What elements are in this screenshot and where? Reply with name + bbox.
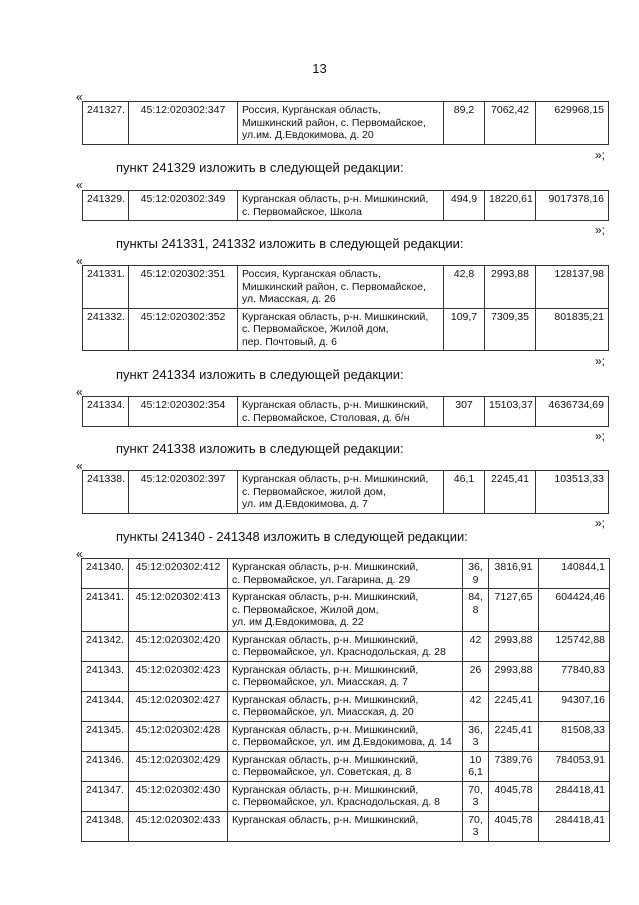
price-cell: 7127,65 [489, 589, 539, 632]
address-line: Курганская область, р-н. Мишкинский, [232, 693, 419, 706]
value-cell: 125742,88 [539, 631, 610, 661]
address-line: ул. им Д.Евдокимова, д. 22 [232, 616, 364, 628]
cadastral-number: 45:12:020302:349 [129, 191, 238, 221]
row-number: 241332. [83, 308, 129, 351]
area-cell: 89,2 [444, 102, 485, 145]
property-table [82, 101, 609, 145]
cadastral-number: 45:12:020302:347 [129, 102, 238, 145]
address-cell [238, 308, 444, 351]
row-number: 241340. [82, 559, 129, 589]
cadastral-number: 45:12:020302:427 [129, 691, 228, 721]
area-cell: 106,1 [463, 751, 489, 781]
row-number: 241346. [82, 751, 129, 781]
row-number: 241342. [82, 631, 129, 661]
price-cell: 4045,78 [489, 781, 539, 811]
value-cell: 604424,46 [539, 589, 610, 632]
price-cell: 15103,37 [485, 397, 536, 427]
value-cell: 9017378,16 [536, 191, 609, 221]
address-line: Мишкинский район, с. Первомайское, [242, 280, 426, 293]
value-cell: 4636734,69 [536, 397, 609, 427]
value-cell: 81508,33 [539, 721, 610, 751]
price-cell: 2245,41 [489, 691, 539, 721]
area-cell: 46,1 [444, 471, 485, 514]
address-line: Курганская область, р-н. Мишкинский, [232, 813, 419, 826]
amendment-instruction: пункт 241329 изложить в следующей редакции: [116, 160, 404, 175]
row-number: 241331. [83, 266, 129, 309]
address-cell [228, 811, 463, 841]
address-line: ул. Миасская, д. 26 [242, 293, 336, 305]
cadastral-number: 45:12:020302:351 [129, 266, 238, 309]
area-cell: 36,9 [463, 559, 489, 589]
value-cell: 801835,21 [536, 308, 609, 351]
area-cell: 42 [463, 691, 489, 721]
table-row [82, 751, 610, 781]
price-cell: 3816,91 [489, 559, 539, 589]
table-row [82, 589, 610, 632]
address-line: Россия, Курганская область, [242, 268, 381, 280]
area-cell: 70,3 [463, 781, 489, 811]
price-cell: 2993,88 [489, 661, 539, 691]
table-row [82, 661, 610, 691]
value-cell: 103513,33 [536, 471, 609, 514]
cadastral-number: 45:12:020302:433 [129, 811, 228, 841]
closing-quote: »; [595, 516, 606, 530]
cadastral-number: 45:12:020302:430 [129, 781, 228, 811]
row-number: 241348. [82, 811, 129, 841]
table-row [83, 397, 609, 427]
cadastral-number: 45:12:020302:420 [129, 631, 228, 661]
closing-quote: »; [595, 429, 606, 443]
address-cell [228, 751, 463, 781]
row-number: 241329. [83, 191, 129, 221]
value-cell: 140844,1 [539, 559, 610, 589]
area-cell: 42,8 [444, 266, 485, 309]
cadastral-number: 45:12:020302:413 [129, 589, 228, 632]
table-row [82, 559, 610, 589]
address-cell [238, 102, 444, 145]
amendment-instruction: пункт 241334 изложить в следующей редакции: [116, 367, 404, 382]
table-row [82, 631, 610, 661]
amendment-instruction: пункты 241331, 241332 изложить в следующей редакции: [116, 236, 464, 251]
row-number: 241327. [83, 102, 129, 145]
address-line: Курганская область, р-н. Мишкинский, [232, 633, 419, 646]
address-line: с. Первомайское, Столовая, д. б/н [242, 411, 410, 424]
address-line: с. Первомайское, ул. Краснодольская, д. 8 [232, 796, 441, 808]
address-line: Курганская область, р-н. Мишкинский, [242, 310, 429, 323]
address-line: с. Первомайское, ул. Советская, д. 8 [232, 766, 412, 778]
price-cell: 2993,88 [489, 631, 539, 661]
address-cell [238, 471, 444, 514]
value-cell: 77840,83 [539, 661, 610, 691]
closing-quote: »; [595, 148, 606, 162]
closing-quote: »; [595, 223, 606, 237]
price-cell: 2245,41 [489, 721, 539, 751]
opening-quote: « [76, 178, 83, 192]
address-line: с. Первомайское, ул. Гагарина, д. 29 [232, 573, 411, 586]
address-cell [238, 191, 444, 221]
table-row [83, 471, 609, 514]
address-line: с. Первомайское, жилой дом, [242, 485, 386, 498]
address-line: с. Первомайское, Школа [242, 205, 362, 218]
address-line: Россия, Курганская область, [242, 104, 381, 116]
address-line: ул. им Д.Евдокимова, д. 7 [242, 498, 368, 510]
price-cell: 18220,61 [485, 191, 536, 221]
property-table [82, 265, 609, 351]
area-cell: 109,7 [444, 308, 485, 351]
address-line: с. Первомайское, Жилой дом, [232, 603, 379, 616]
page-number: 13 [312, 61, 327, 76]
address-line: Курганская область, р-н. Мишкинский, [242, 473, 429, 485]
opening-quote: « [76, 459, 83, 473]
address-line: Курганская область, р-н. Мишкинский, [232, 723, 419, 736]
address-line: с. Первомайское, Жилой дом, [242, 323, 389, 335]
property-table [81, 558, 610, 842]
address-line: Мишкинский район, с. Первомайское, [242, 116, 426, 129]
cadastral-number: 45:12:020302:423 [129, 661, 228, 691]
property-table [82, 396, 609, 427]
address-line: Курганская область, р-н. Мишкинский, [232, 783, 419, 796]
opening-quote: « [76, 547, 83, 561]
address-line: ул.им. Д.Евдокимова, д. 20 [242, 129, 374, 141]
address-line: Курганская область, р-н. Мишкинский, [232, 753, 419, 766]
table-row [83, 308, 609, 351]
address-line: пер. Почтовый, д. 6 [242, 335, 337, 348]
address-cell [228, 781, 463, 811]
row-number: 241343. [82, 661, 129, 691]
address-line: Курганская область, р-н. Мишкинский, [232, 591, 419, 603]
price-cell: 2993,88 [485, 266, 536, 309]
area-cell: 494,9 [444, 191, 485, 221]
cadastral-number: 45:12:020302:397 [129, 471, 238, 514]
address-line: Курганская область, р-н. Мишкинский, [232, 663, 419, 676]
address-line: с. Первомайское, ул. им Д.Евдокимова, д. 14 [232, 736, 452, 748]
value-cell: 784053,91 [539, 751, 610, 781]
address-cell [238, 266, 444, 309]
address-cell [238, 397, 444, 427]
table-row [82, 721, 610, 751]
opening-quote: « [76, 90, 83, 104]
cadastral-number: 45:12:020302:352 [129, 308, 238, 351]
table-row [83, 266, 609, 309]
area-cell: 26 [463, 661, 489, 691]
opening-quote: « [76, 385, 83, 399]
address-line: с. Первомайское, ул. Миасская, д. 7 [232, 676, 408, 688]
table-row [83, 191, 609, 221]
address-line: Курганская область, р-н. Мишкинский, [242, 399, 429, 411]
row-number: 241341. [82, 589, 129, 632]
table-row [82, 811, 610, 841]
address-line: Курганская область, р-н. Мишкинский, [232, 561, 419, 573]
address-line: Курганская область, р-н. Мишкинский, [242, 193, 429, 205]
address-cell [228, 631, 463, 661]
address-cell [228, 589, 463, 632]
amendment-instruction: пункт 241338 изложить в следующей редакции: [116, 441, 404, 456]
address-cell [228, 559, 463, 589]
row-number: 241345. [82, 721, 129, 751]
amendment-instruction: пункты 241340 - 241348 изложить в следующей редакции: [116, 529, 468, 544]
row-number: 241334. [83, 397, 129, 427]
value-cell: 94307,16 [539, 691, 610, 721]
address-line: с. Первомайское, ул. Миасская, д. 20 [232, 706, 414, 718]
table-row [83, 102, 609, 145]
closing-quote: »; [595, 354, 606, 368]
opening-quote: « [76, 254, 83, 268]
value-cell: 629968,15 [536, 102, 609, 145]
cadastral-number: 45:12:020302:354 [129, 397, 238, 427]
price-cell: 4045,78 [489, 811, 539, 841]
value-cell: 284418,41 [539, 781, 610, 811]
address-cell [228, 691, 463, 721]
cadastral-number: 45:12:020302:412 [129, 559, 228, 589]
address-line: с. Первомайское, ул. Краснодольская, д. 28 [232, 646, 446, 658]
price-cell: 2245,41 [485, 471, 536, 514]
value-cell: 128137,98 [536, 266, 609, 309]
area-cell: 84,8 [463, 589, 489, 632]
price-cell: 7389,76 [489, 751, 539, 781]
address-cell [228, 721, 463, 751]
property-table [82, 470, 609, 514]
price-cell: 7062,42 [485, 102, 536, 145]
area-cell: 70,3 [463, 811, 489, 841]
row-number: 241338. [83, 471, 129, 514]
area-cell: 42 [463, 631, 489, 661]
area-cell: 307 [444, 397, 485, 427]
value-cell: 284418,41 [539, 811, 610, 841]
area-cell: 36,3 [463, 721, 489, 751]
address-cell [228, 661, 463, 691]
table-row [82, 781, 610, 811]
price-cell: 7309,35 [485, 308, 536, 351]
cadastral-number: 45:12:020302:429 [129, 751, 228, 781]
property-table [82, 190, 609, 221]
row-number: 241347. [82, 781, 129, 811]
row-number: 241344. [82, 691, 129, 721]
table-row [82, 691, 610, 721]
cadastral-number: 45:12:020302:428 [129, 721, 228, 751]
